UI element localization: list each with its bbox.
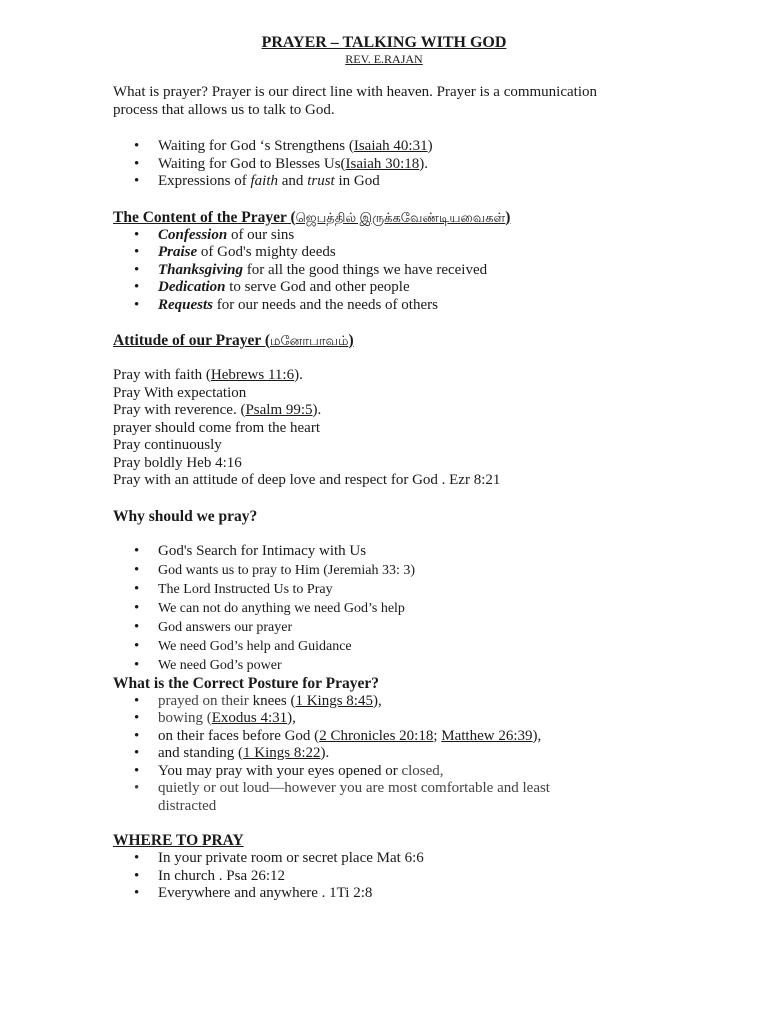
list-item: • Dedication to serve God and other people: [113, 279, 673, 297]
scripture-reference: Isaiah 40:31: [353, 138, 428, 154]
posture-list: [113, 693, 673, 816]
attitude-line: Pray continuously: [113, 437, 222, 453]
attitude-line: Pray boldly Heb 4:16: [113, 454, 242, 471]
list-item: • In your private room or secret place Mat 6:6: [113, 850, 673, 868]
list-item: • You may pray with your eyes opened or closed,: [113, 763, 673, 781]
intro-paragraph: [113, 84, 673, 119]
document-title: PRAYER – TALKING WITH GOD: [261, 34, 507, 51]
document-author: REV. E.RAJAN: [345, 52, 423, 66]
list-item: • Waiting for God to Blesses Us(Isaiah 30:18).: [113, 156, 673, 174]
list-item: • and standing (1 Kings 8:22).: [113, 745, 673, 763]
why-heading: Why should we pray?: [113, 507, 258, 525]
list-item: • Confession of our sins: [113, 227, 673, 245]
where-heading: WHERE TO PRAY: [113, 832, 244, 849]
list-item: • God's Search for Intimacy with Us: [113, 542, 673, 561]
list-item: • prayed on their knees (1 Kings 8:45),: [113, 693, 673, 711]
list-item: • bowing (Exodus 4:31),: [113, 710, 673, 728]
tamil-text: மனோபாவம்: [269, 333, 349, 348]
list-item: • Expressions of faith and trust in God: [113, 173, 673, 191]
scripture-reference: Isaiah 30:18: [345, 155, 420, 172]
where-list: [113, 850, 673, 903]
attitude-line: Pray with faith (Hebrews 11:6).: [113, 367, 303, 383]
attitude-line: Pray with reverence. (Psalm 99:5).: [113, 402, 322, 418]
content-list: [113, 227, 673, 315]
document-page: [113, 34, 673, 903]
list-item: • God answers our prayer: [113, 618, 673, 637]
list-item: • We can not do anything we need God’s help: [113, 599, 673, 618]
list-item: • Everywhere and anywhere . 1Ti 2:8: [113, 885, 673, 903]
attitude-heading: Attitude of our Prayer (மனோபாவம்): [113, 332, 354, 349]
posture-heading: What is the Correct Posture for Prayer?: [113, 674, 380, 692]
attitude-lines: [113, 367, 673, 490]
content-heading: The Content of the Prayer (ஜெபத்தில் இருக்கவேண்டியவைகள்): [113, 208, 511, 226]
list-item: • on their faces before God (2 Chronicles 20:18; Matthew 26:39),: [113, 728, 673, 746]
list-item: • Waiting for God ‘s Strengthens (Isaiah 40:31): [113, 138, 673, 156]
intro-list: [113, 138, 673, 191]
list-item: • In church . Psa 26:12: [113, 868, 673, 886]
list-item: • We need God’s help and Guidance: [113, 637, 673, 656]
intro-line-2: process that allows us to talk to God.: [113, 101, 335, 118]
list-item: • Thanksgiving for all the good things we have received: [113, 262, 673, 280]
list-item: • We need God’s power: [113, 656, 673, 675]
list-item: • Praise of God's mighty deeds: [113, 244, 673, 262]
tamil-text: ஜெபத்தில் இருக்கவேண்டியவைகள்: [295, 209, 506, 225]
intro-line-1: What is prayer? Prayer is our direct line with heaven. Prayer is a communication: [113, 84, 597, 100]
list-item: • Requests for our needs and the needs of others: [113, 297, 673, 315]
list-item: • quietly or out loud—however you are most comfortable and least distracted: [113, 780, 673, 815]
attitude-line: Pray with an attitude of deep love and respect for God . Ezr 8:21: [113, 472, 501, 488]
list-item: • God wants us to pray to Him (Jeremiah 33: 3): [113, 561, 673, 580]
list-item: • The Lord Instructed Us to Pray: [113, 580, 673, 599]
attitude-line: Pray With expectation: [113, 384, 247, 401]
why-list: [113, 542, 673, 675]
attitude-line: prayer should come from the heart: [113, 419, 321, 436]
